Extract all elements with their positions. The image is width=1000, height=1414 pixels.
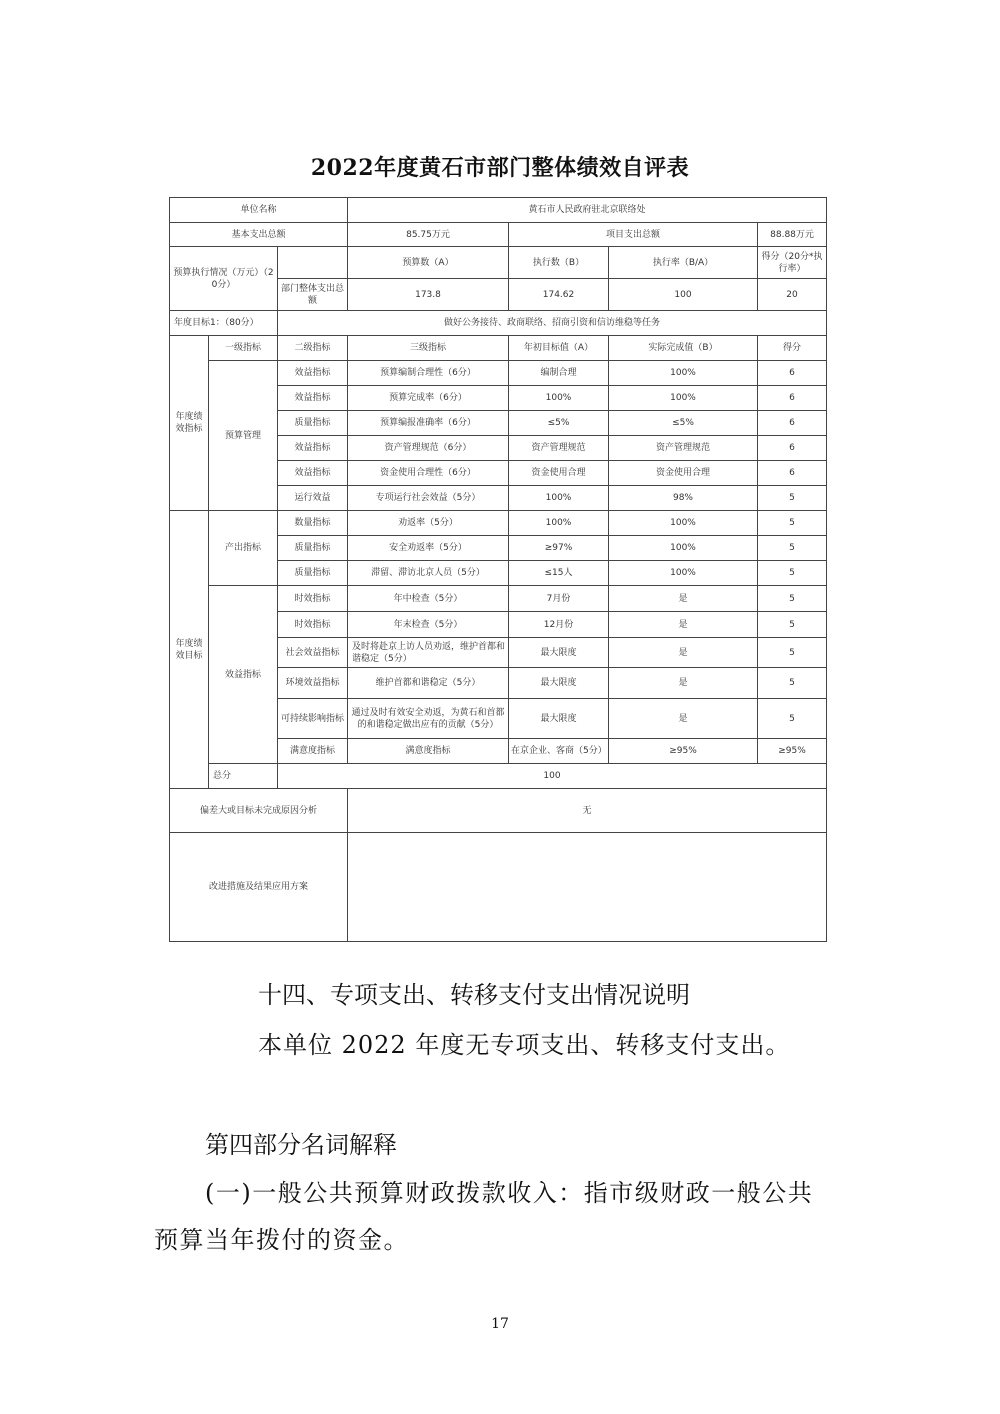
cell-l2: 时效指标 xyxy=(278,586,348,612)
cell-actual: 100% xyxy=(609,561,758,586)
cell-score: 6 xyxy=(758,436,827,461)
cell-target: 最大限度 xyxy=(509,638,609,668)
budget-label: 预算执行情况（万元）（20分） xyxy=(170,247,278,311)
hdr-l1: 一级指标 xyxy=(209,336,278,361)
col-exec: 执行数（B） xyxy=(509,247,609,279)
cell-l2: 质量指标 xyxy=(278,411,348,436)
budget-score: 20 xyxy=(758,279,827,311)
cell-score: 5 xyxy=(758,668,827,699)
cell-score: 5 xyxy=(758,536,827,561)
cell-target: 100% xyxy=(509,486,609,511)
section14-text: 本单位 2022 年度无专项支出、转移支付支出。 xyxy=(258,1031,791,1059)
cell-l2: 环境效益指标 xyxy=(278,668,348,699)
col-budget: 预算数（A） xyxy=(348,247,509,279)
cell-l3: 年末检查（5分） xyxy=(348,612,509,638)
cell-l2: 满意度指标 xyxy=(348,739,509,764)
project-value: 88.88万元 xyxy=(758,223,827,247)
cell-l3: 预算编报准确率（6分） xyxy=(348,411,509,436)
page-number: 17 xyxy=(491,1316,509,1332)
deviation-value: 无 xyxy=(348,789,827,833)
hdr-score: 得分 xyxy=(758,336,827,361)
cell-l3: 通过及时有效安全劝返，为黄石和首都的和谐稳定做出应有的贡献（5分） xyxy=(348,699,509,739)
cell-target: 100% xyxy=(509,511,609,536)
cell-l2: 可持续影响指标 xyxy=(278,699,348,739)
table-row xyxy=(170,764,827,789)
cell-target: 资产管理规范 xyxy=(509,436,609,461)
cell-target: 最大限度 xyxy=(509,668,609,699)
hdr-l2: 二级指标 xyxy=(278,336,348,361)
cell-actual: 98% xyxy=(609,486,758,511)
cell-l3: 安全劝返率（5分） xyxy=(348,536,509,561)
cell-actual: 100% xyxy=(609,511,758,536)
table-row xyxy=(170,336,827,361)
col-score: 得分（20分*执行率） xyxy=(758,247,827,279)
basic-value: 85.75万元 xyxy=(348,223,509,247)
hdr-actual: 实际完成值（B） xyxy=(609,336,758,361)
cell-target: 资金使用合理 xyxy=(509,461,609,486)
table-row xyxy=(170,247,827,279)
unit-value: 黄石市人民政府驻北京联络处 xyxy=(348,198,827,223)
exec-rate: 100 xyxy=(609,279,758,311)
cell-l3: 在京企业、客商（5分） xyxy=(509,739,609,764)
cell-target: 编制合理 xyxy=(509,361,609,386)
cell-target: 7月份 xyxy=(509,586,609,612)
cell-l3: 劝返率（5分） xyxy=(348,511,509,536)
section14-heading: 十四、专项支出、转移支付支出情况说明 xyxy=(258,981,690,1009)
cell-target: ≤5% xyxy=(509,411,609,436)
cell-target: 最大限度 xyxy=(509,699,609,739)
table-row xyxy=(170,361,827,386)
cell-score: 5 xyxy=(758,586,827,612)
cell-target: 12月份 xyxy=(509,612,609,638)
cell-score: 5 xyxy=(758,561,827,586)
improve-value xyxy=(348,833,827,942)
sub-label: 产出指标 xyxy=(209,511,278,586)
hdr-l3: 三级指标 xyxy=(348,336,509,361)
cell-l2: 效益指标 xyxy=(278,461,348,486)
cell-l3: 资产管理规范（6分） xyxy=(348,436,509,461)
cell-score: 6 xyxy=(758,411,827,436)
cell-score: 5 xyxy=(758,638,827,668)
blank-cell xyxy=(278,247,348,279)
satisfaction-l1: 满意度指标 xyxy=(278,739,348,764)
total-value: 100 xyxy=(278,764,827,789)
table-row xyxy=(170,833,827,942)
cell-l3: 预算完成率（6分） xyxy=(348,386,509,411)
project-label: 项目支出总额 xyxy=(509,223,758,247)
cell-l3: 年中检查（5分） xyxy=(348,586,509,612)
cell-l3: 专项运行社会效益（5分） xyxy=(348,486,509,511)
cell-actual: 是 xyxy=(609,699,758,739)
table-row xyxy=(170,511,827,536)
definition-1-line-1: (一)一般公共预算财政拨款收入：指市级财政一般公共 xyxy=(205,1179,814,1207)
deviation-label: 偏差大或目标未完成原因分析 xyxy=(170,789,348,833)
definition-1-line-2: 预算当年拨付的资金。 xyxy=(154,1226,409,1254)
cell-actual: 100% xyxy=(609,361,758,386)
cell-l3: 维护首都和谐稳定（5分） xyxy=(348,668,509,699)
cell-l3: 及时将赴京上访人员劝返，维护首都和谐稳定（5分） xyxy=(348,638,509,668)
sub-label: 效益指标 xyxy=(209,586,278,764)
total-label: 总分 xyxy=(209,764,278,789)
exec-b: 174.62 xyxy=(509,279,609,311)
cell-actual: ≥95% xyxy=(758,739,827,764)
cell-score: 5 xyxy=(758,699,827,739)
dept-total-label: 部门整体支出总额 xyxy=(278,279,348,311)
cell-l2: 运行效益 xyxy=(278,486,348,511)
cell-target: ≤15人 xyxy=(509,561,609,586)
table-row xyxy=(170,586,827,612)
cell-actual: 100% xyxy=(609,386,758,411)
cell-score: 6 xyxy=(758,361,827,386)
table-row xyxy=(170,311,827,336)
goal-text: 做好公务接待、政商联络、招商引资和信访维稳等任务 xyxy=(278,311,827,336)
improve-label: 改进措施及结果应用方案 xyxy=(170,833,348,942)
cell-score: 6 xyxy=(758,386,827,411)
table-title: 2022年度黄石市部门整体绩效自评表 xyxy=(310,155,690,181)
cell-l2: 效益指标 xyxy=(278,386,348,411)
cell-actual: 是 xyxy=(609,612,758,638)
table-row xyxy=(170,789,827,833)
col-rate: 执行率（B/A） xyxy=(609,247,758,279)
table-row xyxy=(170,223,827,247)
cell-actual: 资产管理规范 xyxy=(609,436,758,461)
basic-label: 基本支出总额 xyxy=(170,223,348,247)
cell-l3: 资金使用合理性（6分） xyxy=(348,461,509,486)
sub-label: 预算管理 xyxy=(209,361,278,511)
cell-actual: ≤5% xyxy=(609,411,758,436)
cell-actual: 资金使用合理 xyxy=(609,461,758,486)
hdr-target: 年初目标值（A） xyxy=(509,336,609,361)
cell-l2: 效益指标 xyxy=(278,436,348,461)
cell-l2: 数量指标 xyxy=(278,511,348,536)
cell-score: 6 xyxy=(758,461,827,486)
table-row xyxy=(170,198,827,223)
cell-l2: 质量指标 xyxy=(278,561,348,586)
cell-actual: 是 xyxy=(609,668,758,699)
cell-score: 5 xyxy=(758,612,827,638)
performance-table xyxy=(169,197,827,942)
cell-l2: 时效指标 xyxy=(278,612,348,638)
group-label: 年度绩效指标 xyxy=(170,336,209,511)
cell-target: ≥95% xyxy=(609,739,758,764)
goal-label: 年度目标1：（80分） xyxy=(170,311,278,336)
part4-heading: 第四部分名词解释 xyxy=(205,1131,397,1159)
cell-l3: 预算编制合理性（6分） xyxy=(348,361,509,386)
cell-score: 5 xyxy=(758,486,827,511)
cell-actual: 是 xyxy=(609,586,758,612)
cell-target: 100% xyxy=(509,386,609,411)
cell-target: ≥97% xyxy=(509,536,609,561)
cell-l2: 效益指标 xyxy=(278,361,348,386)
cell-l3: 滞留、滞访北京人员（5分） xyxy=(348,561,509,586)
unit-label: 单位名称 xyxy=(170,198,348,223)
cell-score: 5 xyxy=(758,511,827,536)
group-label: 年度绩效目标 xyxy=(170,511,209,789)
cell-actual: 100% xyxy=(609,536,758,561)
cell-l2: 质量指标 xyxy=(278,536,348,561)
budget-a: 173.8 xyxy=(348,279,509,311)
cell-actual: 是 xyxy=(609,638,758,668)
cell-l2: 社会效益指标 xyxy=(278,638,348,668)
